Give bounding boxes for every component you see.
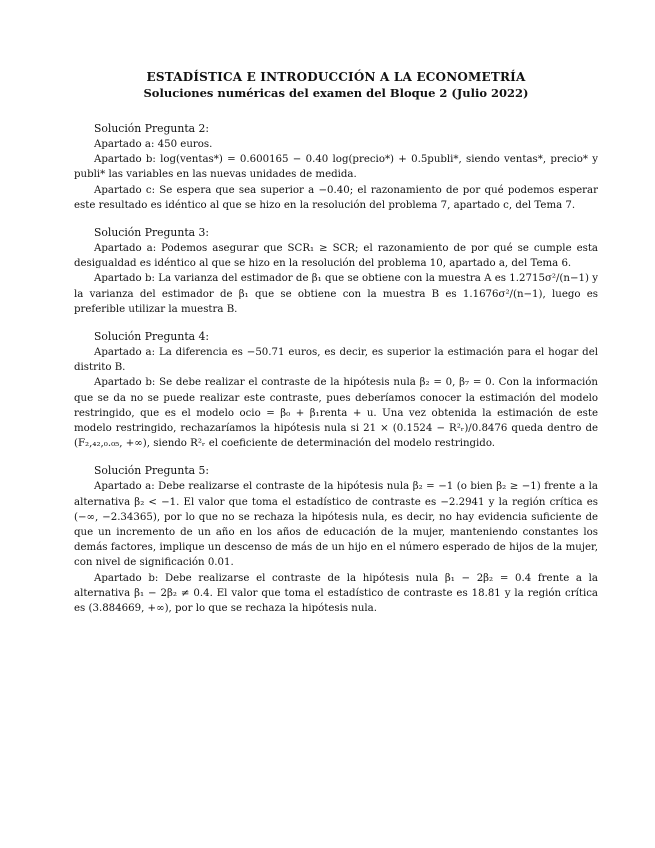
paragraph: Apartado b: La varianza del estimador de β₁ que se obtiene con la muestra A es 1.2715σ²/(n−1) y la varianza del estimador de β₁ que se obtiene con la muestra B es 1.1676σ²/(n−1), luego es preferible utilizar la muestra B. — [74, 273, 598, 315]
section-pregunta-2 — [74, 121, 598, 213]
paragraph: Apartado b: log(ventas*) = 0.600165 − 0.40 log(precio*) + 0.5publi*, siendo ventas*, precio* y publi* las variables en las nuevas unidades de medida. — [74, 154, 598, 181]
paragraph: Apartado a: Debe realizarse el contraste de la hipótesis nula β₂ = −1 (o bien β₂ ≥ −1) frente a la alternativa β₂ < −1. El valor que toma el estadístico de contraste es −2.2941 y la región crítica es (−∞, −2.34365), por lo que no se rechaza la hipótesis nula, es decir, no hay evidencia suficiente de que un incremento de un año en los años de educación de la mujer, manteniendo constantes los demás factores, implique un descenso de más de un hijo en el número esperado de hijos de la mujer, con nivel de significación 0.01. — [74, 481, 598, 569]
document-title: ESTADÍSTICA E INTRODUCCIÓN A LA ECONOMETRÍA — [146, 70, 526, 84]
paragraph: Apartado b: Debe realizarse el contraste de la hipótesis nula β₁ − 2β₂ = 0.4 frente a la alternativa β₁ − 2β₂ ≠ 0.4. El valor que toma el estadístico de contraste es 18.81 y la región crítica es (3.884669, +∞), por lo que se rechaza la hipótesis nula. — [74, 572, 598, 615]
section-heading: Solución Pregunta 2: — [94, 122, 210, 135]
paragraph: Apartado b: Se debe realizar el contraste de la hipótesis nula β₂ = 0, β₇ = 0. Con la información que se da no se puede realizar este contraste, pues deberíamos conocer la estimación del modelo restringido, que es el modelo ocio = β₀ + β₁renta + u. Una vez obtenida la estimación de este modelo restringido, rechazaríamos la hipótesis nula si 21 × (0.1524 − R²ᵣ)/0.8476 queda dentro de (F₂,₄₂,₀.₀₅, +∞), siendo R²ᵣ el coeficiente de determinación del modelo restringido. — [74, 377, 598, 450]
paragraph: Apartado a: 450 euros. — [94, 139, 213, 150]
paragraph: Apartado a: La diferencia es −50.71 euros, es decir, es superior la estimación para el hogar del distrito B. — [74, 347, 598, 374]
section-pregunta-5 — [74, 463, 598, 616]
section-heading: Solución Pregunta 5: — [94, 464, 210, 478]
document-page — [74, 70, 598, 616]
section-pregunta-4 — [74, 329, 598, 451]
section-heading: Solución Pregunta 4: — [94, 330, 210, 344]
paragraph: Apartado a: Podemos asegurar que SCR₁ ≥ SCR; el razonamiento de por qué se cumple esta desigualdad es idéntico al que se hizo en la resolución del problema 10, apartado a, del Tema 6. — [74, 243, 598, 270]
paragraph: Apartado c: Se espera que sea superior a −0.40; el razonamiento de por qué podemos esperar este resultado es idéntico al que se hizo en la resolución del problema 7, apartado c, del Tema 7. — [74, 184, 598, 211]
section-heading: Solución Pregunta 3: — [94, 226, 210, 240]
section-pregunta-3 — [74, 225, 598, 317]
document-subtitle: Soluciones numéricas del examen del Bloque 2 (Julio 2022) — [143, 86, 529, 100]
